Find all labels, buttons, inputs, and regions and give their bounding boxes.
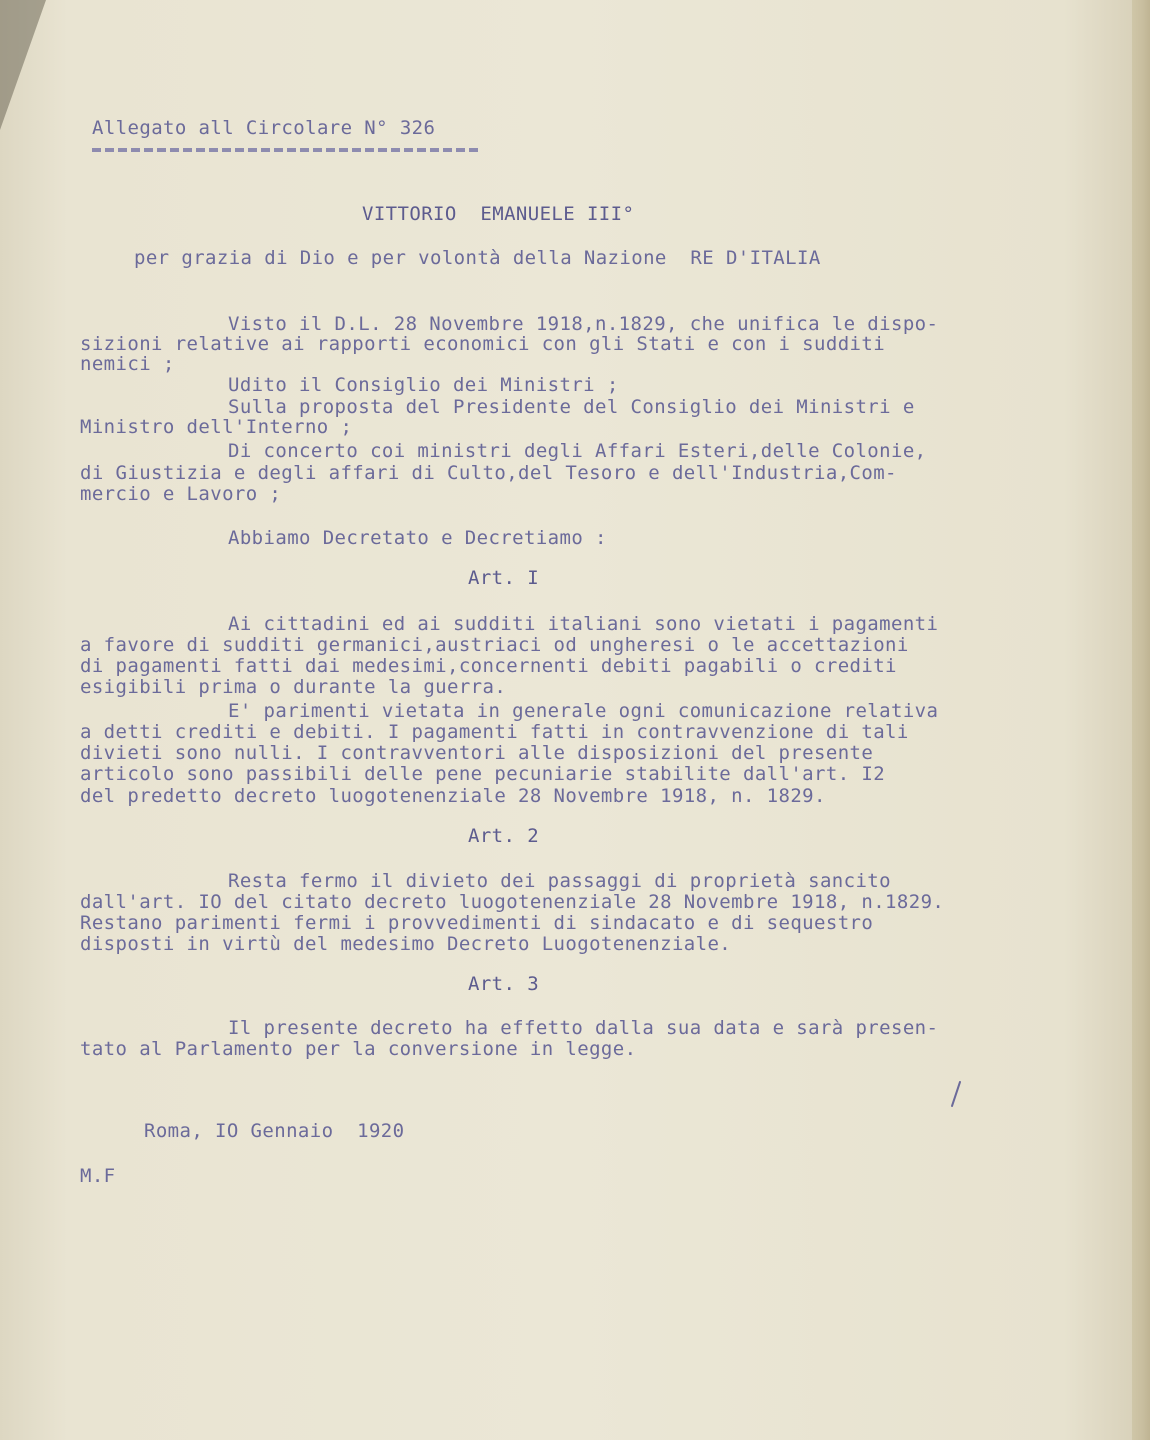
dashed-underline [92,148,478,152]
king-name: VITTORIO EMANUELE III° [362,203,635,225]
article-line: articolo sono passibili delle pene pecuniarie stabilite dall'art. I2 [80,763,886,785]
preamble-line: mercio e Lavoro ; [80,483,282,505]
article-line: Il presente decreto ha effetto dalla sua data e sarà presen- [228,1017,939,1039]
preamble-line: Udito il Consiglio dei Ministri ; [228,374,619,396]
initials: M.F [80,1165,116,1187]
article-line: dall'art. IO del citato decreto luogotenenziale 28 Novembre 1918, n.1829. [80,891,945,913]
page-edge [1132,0,1150,1440]
article-heading: Art. 2 [468,825,540,847]
place-and-date: Roma, IO Gennaio 1920 [144,1120,405,1142]
binding-notch [0,0,46,130]
pen-stroke-mark [946,1080,966,1110]
preamble-line: nemici ; [80,353,175,375]
article-line: esigibili prima o durante la guerra. [80,676,507,698]
preamble-line: Di concerto coi ministri degli Affari Esteri,delle Colonie, [228,440,927,462]
attachment-reference: Allegato all Circolare N° 326 [92,117,436,139]
preamble-line: Ministro dell'Interno ; [80,416,353,438]
preamble-line: di Giustizia e degli affari di Culto,del Tesoro e dell'Industria,Com- [80,462,897,484]
article-line: E' parimenti vietata in generale ogni comunicazione relativa [228,700,939,722]
royal-title: per grazia di Dio e per volontà della Nazione RE D'ITALIA [134,247,821,269]
article-heading: Art. I [468,567,540,589]
article-line: divieti sono nulli. I contravventori alle disposizioni del presente [80,742,874,764]
article-line: a detti crediti e debiti. I pagamenti fatti in contravvenzione di tali [80,721,909,743]
preamble-line: sizioni relative ai rapporti economici con gli Stati e con i sudditi [80,333,886,355]
preamble-line: Sulla proposta del Presidente del Consiglio dei Ministri e [228,396,915,418]
preamble-line: Visto il D.L. 28 Novembre 1918,n.1829, che unifica le dispo- [228,313,939,335]
article-line: Ai cittadini ed ai sudditi italiani sono vietati i pagamenti [228,613,939,635]
article-line: Resta fermo il divieto dei passaggi di proprietà sancito [228,870,891,892]
article-line: tato al Parlamento per la conversione in legge. [80,1038,637,1060]
article-line: del predetto decreto luogotenenziale 28 Novembre 1918, n. 1829. [80,785,826,807]
article-line: Restano parimenti fermi i provvedimenti di sindacato e di sequestro [80,912,874,934]
decree-formula: Abbiamo Decretato e Decretiamo : [228,527,607,549]
article-line: di pagamenti fatti dai medesimi,concernenti debiti pagabili o crediti [80,655,897,677]
article-line: a favore di sudditi germanici,austriaci od ungheresi o le accettazioni [80,634,909,656]
article-heading: Art. 3 [468,973,540,995]
article-line: disposti in virtù del medesimo Decreto Luogotenenziale. [80,933,732,955]
